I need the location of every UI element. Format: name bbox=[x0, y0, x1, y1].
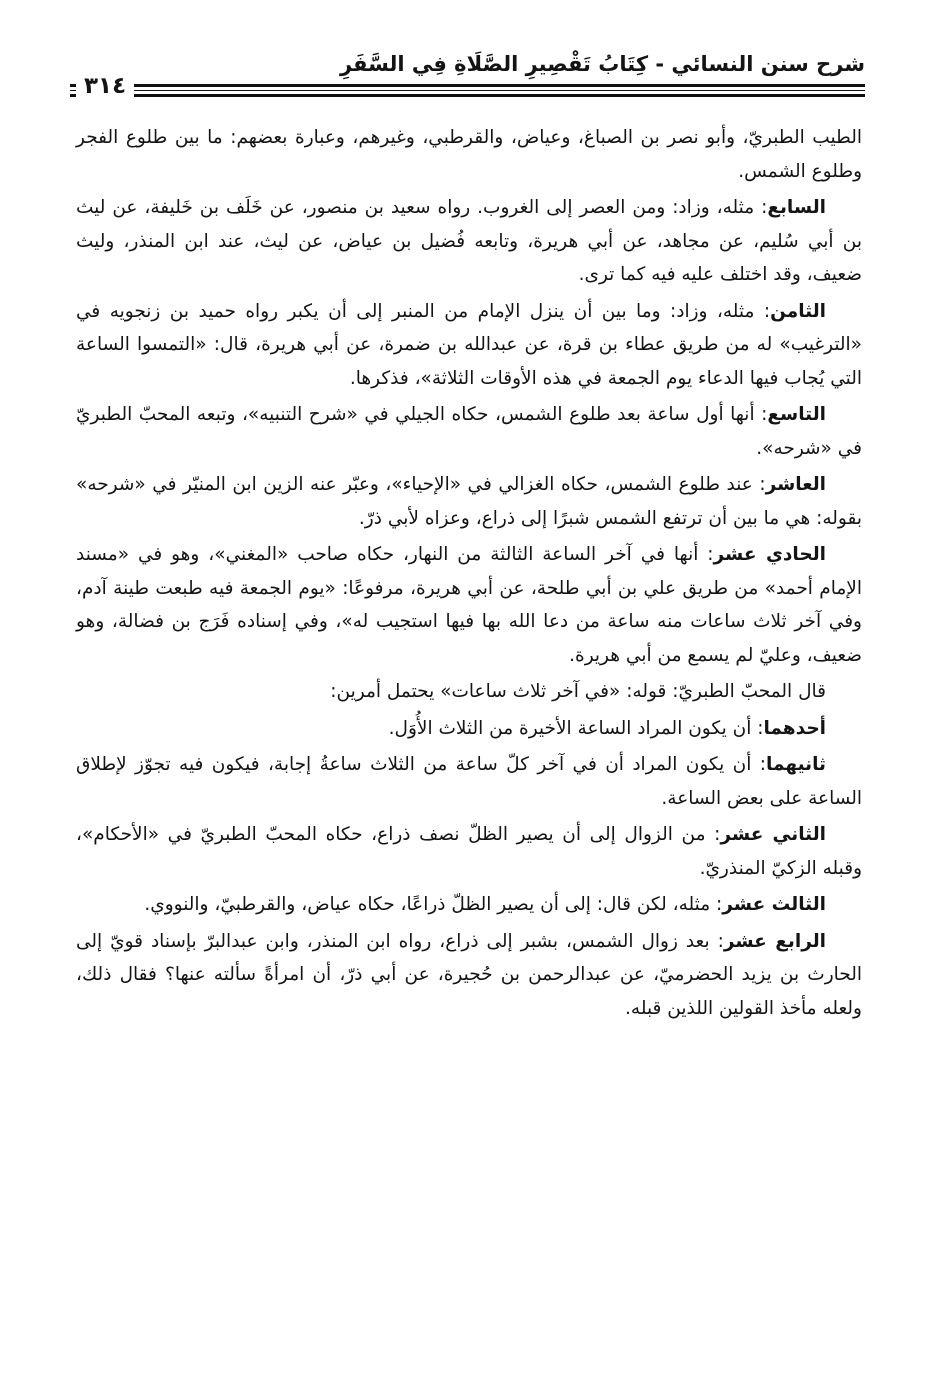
paragraph-text: : مثله، وزاد: ومن العصر إلى الغروب. رواه سعيد بن منصور، عن خَلَف بن خَليفة، عن ليث بن أبي سُليم، عن مجاهد، عن أبي هريرة، وتابعه فُضيل بن عياض، عن ليث، عند ابن المنذر، وليث ضعيف، وقد اختلف عليه فيه كما ترى. bbox=[76, 197, 862, 285]
header-rule-thick-bottom bbox=[70, 94, 865, 97]
page-header bbox=[70, 48, 865, 108]
section-label: الثاني عشر bbox=[720, 824, 826, 845]
paragraph bbox=[76, 121, 862, 188]
paragraph bbox=[76, 398, 862, 465]
section-label: الثالث عشر bbox=[722, 894, 826, 915]
section-label: أحدهما bbox=[763, 717, 826, 739]
paragraph-text: قال المحبّ الطبريّ: قوله: «في آخر ثلاث ساعات» يحتمل أمرين: bbox=[330, 681, 826, 702]
section-label: الحادي عشر bbox=[713, 544, 826, 565]
section-label: ثانيهما bbox=[766, 754, 826, 775]
header-rule-thin bbox=[70, 90, 865, 91]
page-body bbox=[76, 121, 862, 1028]
paragraph bbox=[76, 675, 862, 709]
paragraph-text: : مثله، وزاد: وما بين أن ينزل الإمام من المنبر إلى أن يكبر رواه حميد بن زنجويه في «الترغيب» له من طريق عطاء بن قرة، عن عبدالله بن ضمرة، عن أبي هريرة، قال: «التمسوا الساعة التي يُجاب فيها الدعاء يوم الجمعة في هذه الأوقات الثلاثة»، فذكرها. bbox=[76, 300, 862, 389]
paragraph-text: : أن يكون المراد أن في آخر كلّ ساعة من الثلاث ساعةُ إجابة، فيكون فيه تجوّز لإطلاق الساعة على بعض الساعة. bbox=[76, 754, 862, 809]
paragraph bbox=[76, 748, 862, 815]
section-label: السابع bbox=[767, 197, 826, 218]
header-rule-thick-top bbox=[70, 84, 865, 87]
paragraph-text: : بعد زوال الشمس، بشبر إلى ذراع، رواه ابن المنذر، وابن عبدالبرّ بإسناد قويّ إلى الحارث بن يزيد الحضرميّ، عن عبدالرحمن بن حُجيرة، عن أبي ذرّ، أن امرأةً سألته عنها؟ فقال ذلك، ولعله مأخذ القولين اللذين قبله. bbox=[76, 930, 862, 1019]
running-title: شرح سنن النسائي - كِتَابُ تَقْصِيرِ الصَّلَاةِ فِي السَّفَرِ bbox=[339, 52, 865, 76]
page-number: ٣١٤ bbox=[76, 70, 134, 102]
paragraph-text: : من الزوال إلى أن يصير الظلّ نصف ذراع، حكاه المحبّ الطبريّ في «الأحكام»، وقبله الزكيّ المنذريّ. bbox=[76, 824, 862, 879]
section-label: التاسع bbox=[767, 404, 826, 425]
paragraph bbox=[76, 888, 862, 922]
paragraph bbox=[76, 191, 862, 292]
paragraph-text: : أن يكون المراد الساعة الأخيرة من الثلاث الأُوَل. bbox=[388, 717, 764, 739]
paragraph-text: : عند طلوع الشمس، حكاه الغزالي في «الإحياء»، وعبّر عنه الزين ابن المنيّر في «شرحه» بقوله: هي ما بين أن ترتفع الشمس شبرًا إلى ذراع، وعزاه لأبي ذرّ. bbox=[76, 474, 862, 529]
paragraph bbox=[76, 925, 862, 1026]
paragraph-text: : مثله، لكن قال: إلى أن يصير الظلّ ذراعًا، حكاه عياض، والقرطبيّ، والنووي. bbox=[144, 894, 723, 915]
paragraph bbox=[76, 538, 862, 672]
section-label: الرابع عشر bbox=[723, 930, 826, 952]
paragraph-text: الطيب الطبريّ، وأبو نصر بن الصباغ، وعياض، والقرطبي، وغيرهم، وعبارة بعضهم: ما بين طلوع الفجر وطلوع الشمس. bbox=[76, 127, 862, 182]
paragraph-text: : أنها أول ساعة بعد طلوع الشمس، حكاه الجيلي في «شرح التنبيه»، وتبعه المحبّ الطبريّ في «شرحه». bbox=[76, 404, 862, 459]
paragraph bbox=[76, 712, 862, 746]
paragraph bbox=[76, 295, 862, 396]
section-label: الثامن bbox=[770, 300, 826, 322]
paragraph-text: : أنها في آخر الساعة الثالثة من النهار، حكاه صاحب «المغني»، وهو في «مسند الإمام أحمد» من طريق علي بن أبي طلحة، عن أبي هريرة، مرفوعًا: «يوم الجمعة فيه طبعت طينة آدم، وفي آخر ثلاث ساعات منه ساعة من دعا الله بها فيها استجيب له»، وفي إسناده فَرَج بن فضالة، وهو ضعيف، وعليّ لم يسمع من أبي هريرة. bbox=[76, 544, 862, 666]
section-label: العاشر bbox=[765, 474, 826, 495]
paragraph bbox=[76, 818, 862, 885]
paragraph bbox=[76, 468, 862, 535]
